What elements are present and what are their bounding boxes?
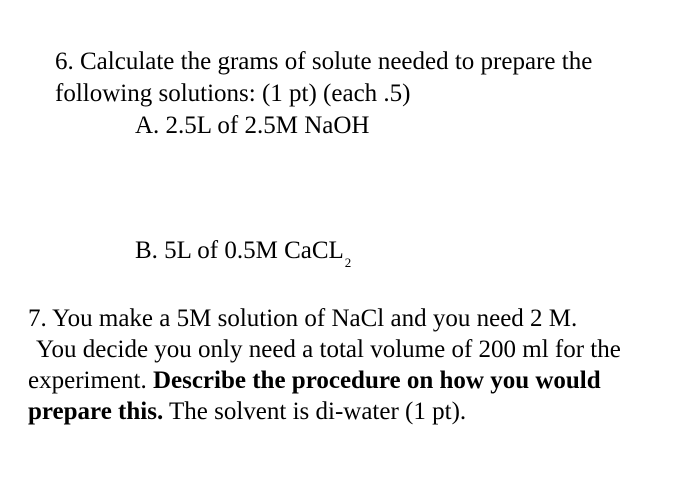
question-6-line-2: following solutions: (1 pt) (each .5) [55,80,411,107]
question-7-line-4 [28,397,466,427]
subscript-2: 2 [344,255,352,270]
question-7-line-3-bold: Describe the procedure on how you would [152,367,601,394]
question-6-part-b-text: B. 5L of 0.5M CaCL [135,237,344,264]
question-6-part-a: A. 2.5L of 2.5M NaOH [135,112,370,139]
question-7-line-4-regular: The solvent is di-water (1 pt). [163,398,467,425]
question-7-line-1: 7. You make a 5M solution of NaCl and you need 2 M. [28,305,578,332]
question-7-line-3 [28,366,601,396]
question-6-line-1: 6. Calculate the grams of solute needed to prepare the [55,48,593,75]
question-7-line-2: You decide you only need a total volume of 200 ml for the [36,336,621,363]
question-6-part-b [135,236,351,269]
question-7-line-3-regular: experiment. [28,367,153,394]
question-7-line-4-bold: prepare this. [28,398,164,425]
